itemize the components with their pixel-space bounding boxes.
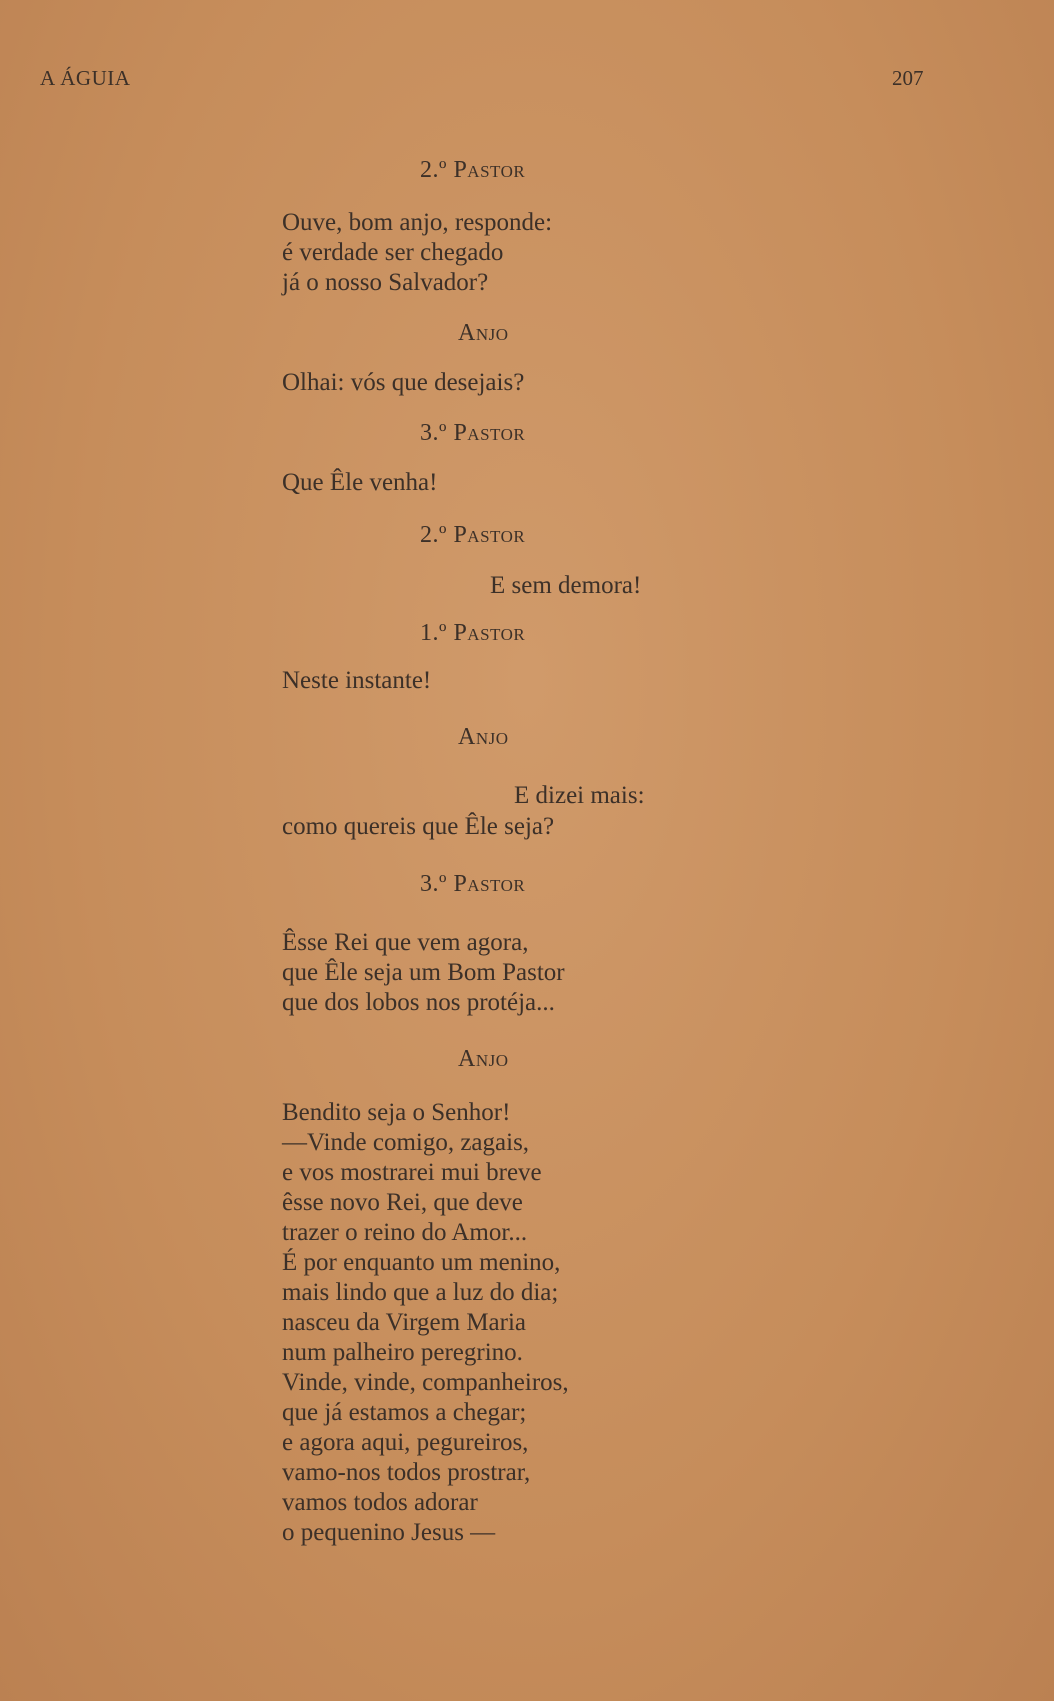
verse-stanza (490, 571, 641, 601)
verse-line: e agora aqui, pegureiros, (282, 1429, 529, 1456)
verse-line: Que Êle venha! (282, 469, 438, 496)
speaker-heading: Anjo (458, 320, 509, 346)
verse-line: que já estamos a chegar; (282, 1399, 527, 1426)
verse-line: que dos lobos nos protéja... (282, 989, 555, 1016)
verse-stanza (514, 781, 645, 811)
verse-stanza (282, 468, 437, 498)
page-number: 207 (892, 66, 924, 90)
verse-stanza (282, 812, 554, 842)
speaker-heading: 3.º Pastor (420, 871, 526, 897)
verse-line: E dizei mais: (514, 782, 645, 809)
verse-line: Bendito seja o Senhor! (282, 1099, 511, 1126)
verse-stanza (282, 928, 565, 1018)
verse-line: o pequenino Jesus — (282, 1519, 496, 1546)
verse-stanza (282, 368, 524, 398)
speaker-heading: 3.º Pastor (420, 420, 526, 446)
verse-line: E sem demora! (490, 572, 642, 599)
verse-line: êsse novo Rei, que deve (282, 1189, 523, 1216)
verse-line: —Vinde comigo, zagais, (282, 1129, 530, 1156)
verse-stanza (282, 208, 552, 298)
verse-line: e vos mostrarei mui breve (282, 1159, 542, 1186)
verse-stanza (282, 666, 431, 696)
verse-line: nasceu da Virgem Maria (282, 1309, 527, 1336)
speaker-heading: Anjo (458, 1046, 509, 1072)
verse-line: Vinde, vinde, companheiros, (282, 1369, 569, 1396)
speaker-heading: Anjo (458, 724, 509, 750)
verse-line: vamos todos adorar (282, 1489, 478, 1516)
speaker-heading: 2.º Pastor (420, 522, 526, 548)
verse-line: mais lindo que a luz do dia; (282, 1279, 559, 1306)
verse-line: é verdade ser chegado (282, 239, 504, 266)
verse-line: que Êle seja um Bom Pastor (282, 959, 565, 986)
verse-line: vamo-nos todos prostrar, (282, 1459, 531, 1486)
running-title: A ÁGUIA (40, 66, 131, 90)
verse-line: como quereis que Êle seja? (282, 813, 555, 840)
verse-line: É por enquanto um menino, (282, 1249, 561, 1276)
verse-line: Olhai: vós que desejais? (282, 369, 525, 396)
verse-line: já o nosso Salvador? (282, 269, 489, 296)
verse-line: num palheiro peregrino. (282, 1339, 523, 1366)
verse-stanza (282, 1098, 569, 1548)
verse-line: Êsse Rei que vem agora, (282, 929, 529, 956)
verse-line: trazer o reino do Amor... (282, 1219, 528, 1246)
speaker-heading: 2.º Pastor (420, 157, 526, 183)
speaker-heading: 1.º Pastor (420, 620, 526, 646)
verse-line: Ouve, bom anjo, responde: (282, 209, 553, 236)
verse-line: Neste instante! (282, 667, 432, 694)
